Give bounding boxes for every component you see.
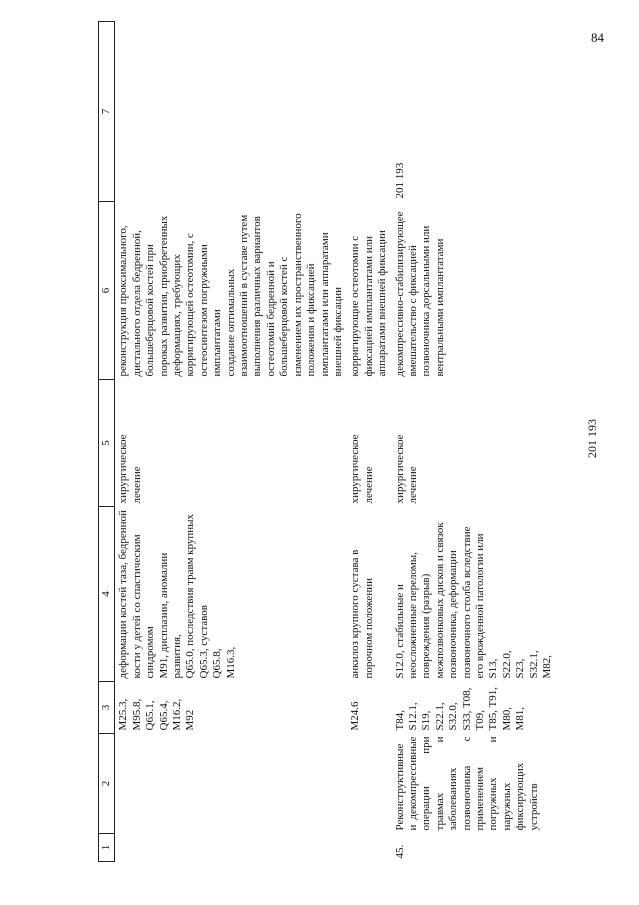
icd-codes: M24.6 <box>349 701 362 731</box>
treatment-model: хирургическое лечение <box>349 434 375 504</box>
treatment-model: хирургическое лечение <box>117 434 143 504</box>
column-number: 1 <box>99 834 115 862</box>
row-number: 45. <box>393 844 406 859</box>
diagnosis-codes: M91, дисплазии, аномалии развития, Q65.0, последствия травм крупных Q65.3, суставов Q65.8, M16.3, <box>157 513 237 679</box>
column-number: 2 <box>99 734 115 834</box>
care-type-name: Реконструктивные и декомпрессивные операции при травмах и заболеваниях позвоночника с применением погружных и наружных фиксирующих устройств <box>393 736 540 831</box>
icd-codes: T84, S12.1, S19, S22.1, S32.0, S33, T08, T09, T85, T91, M80, M81, <box>393 687 527 731</box>
page-number: 84 <box>591 30 604 45</box>
cost <box>115 22 347 202</box>
column-number: 5 <box>99 380 115 507</box>
column-number-row <box>99 22 115 862</box>
rotated-table-page <box>98 22 578 862</box>
care-type-name <box>347 734 391 834</box>
diagnosis-codes: S13, S22.0, S23, S32.1, M82, <box>487 650 553 679</box>
diagnosis-text: деформации костей таза, бедренной кости у детей со спастическим синдромом <box>117 510 157 679</box>
column-number: 4 <box>99 507 115 682</box>
diagnosis-text: S12.0, стабильные и неосложненные переломы, повреждения (разрыв) межпозвонковых дисков и связок позвоночника, деформации позвоночного столба вследствие его врожденной патологии или <box>393 522 486 679</box>
table-row <box>392 22 557 862</box>
medical-care-table <box>98 21 556 862</box>
row-number <box>347 834 391 862</box>
treatment-method: реконструкция проксимального, дистального отдела бедренной, большеберцовой костей при пороках развития, приобретенных деформациях, требующих корригирующей остеотомии, с остеосинтезом погружными имплантатами создание оптимальных взаимоотношений в суставе путем выполнения различных вариантов остеотомий бедренной и большеберцовой костей с изменением их пространственного положения и фиксацией имплантатами или аппаратами внешней фиксации <box>117 213 344 377</box>
treatment-model: хирургическое лечение <box>393 434 419 504</box>
side-price-number: 201 193 <box>585 419 599 458</box>
column-number: 6 <box>99 202 115 380</box>
row-number <box>115 834 347 862</box>
table-row <box>347 22 391 862</box>
column-number: 3 <box>99 682 115 734</box>
diagnosis-cell <box>392 507 557 682</box>
table-row <box>115 22 347 862</box>
cost: 201 193 <box>393 162 406 199</box>
column-number: 7 <box>99 22 115 202</box>
diagnosis-cell <box>347 507 391 682</box>
diagnosis-text: анкилоз крупного сустава в порочном положении <box>349 549 375 679</box>
cost <box>347 22 391 202</box>
care-type-name <box>115 734 347 834</box>
diagnosis-cell <box>115 507 347 682</box>
treatment-method: декомпрессивно-стабилизирующее вмешательство с фиксацией позвоночника дорсальными или вентральными имплантатами <box>393 211 446 377</box>
icd-codes: M25.3, M95.8, Q65.1, Q65.4, M16.2, M92 <box>117 698 197 731</box>
treatment-method: корригирующие остеотомии с фиксацией имплантатами или аппаратами внешней фиксации <box>349 230 389 377</box>
